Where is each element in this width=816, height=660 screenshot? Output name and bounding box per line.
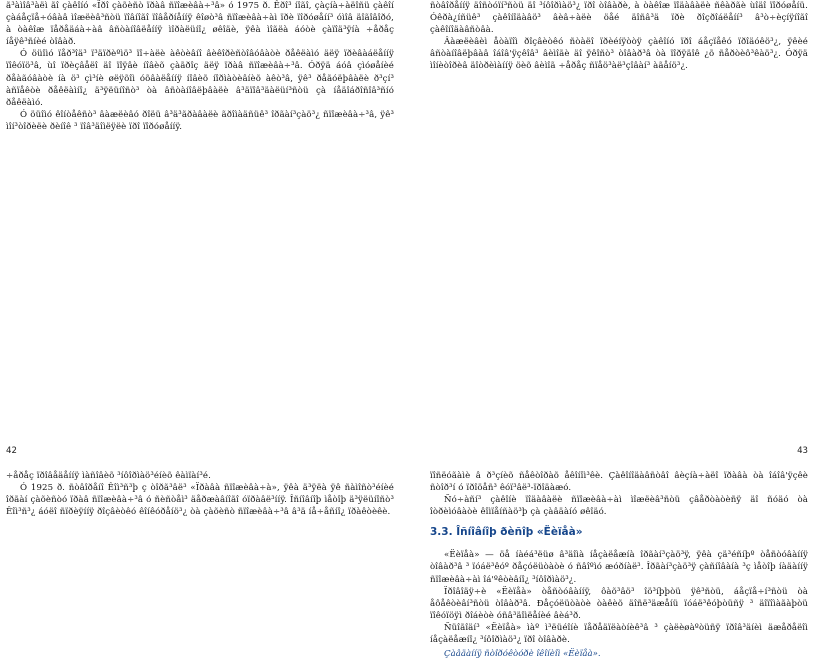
section-paragraph-3: Ñüîãîäí³ «Ëèïåà» ìàº ì³ëüéîíè ïåðåäïëàòíèê³â ³ çàëèøàºòüñÿ ïðîâ³äíèì äæåðåëîì íåçàëåæíî¿ ³íôîðìàö³¿ ïðî òîâàðè. — [430, 622, 808, 646]
left-upper-paragraph-2: Ó öüîìó ïåð³îä³ ï³äïðèºìö³ ïî÷àëè àêòèâíî âèêîðèñòîâóâàòè ðåêëàìó äëÿ ïðèâàáëåííÿ ïîêóïö³â, ùî ïðèçâåëî äî ïîÿâè íîâèõ çàãðîç äëÿ ïðàâ ñïîæèâà÷³â. Óðÿä áóâ çìóøåíèé ðåàãóâàòè íà ö³ çì³íè øëÿõîì óõâàëåííÿ íîâèõ íîðìàòèâíèõ àêò³â, ÿê³ ðåãóëþâàëè ð³çí³ àñïåêòè ðåêëàìíî¿ ä³ÿëüíîñò³ òà âñòàíîâëþâàëè â³äïîâ³äàëüí³ñòü çà íåäîáðîñîâ³ñíó ðåêëàìó. — [6, 49, 394, 108]
left-upper-paragraph-1: ã³àìîâ³àëì ãî çàêîíó «Ïðî çàõèñò ïðàâ ñïîæèâà÷³â» ó 1975 ð. Êðî³ íîãî, çàçíà÷àëîñü çàêîí çàáåçïå÷óâàâ ìîæëèâ³ñòü ïîâíîãî ïîâåðíåííÿ êîøò³â ñïîæèâà÷àì ïðè ïîðóøåíí³ óìîâ äîãîâîðó, à òàêîæ ïåðåäáà÷àâ âñòàíîâëåííÿ ìîðàëüíî¿ øêîäè, ÿêà ìîãëà áóòè çàïîä³ÿíà ÷åðåç íåÿê³ñíèé òîâàð. — [6, 1, 394, 48]
left-upper-paragraph-3: Ó öüîìó êîíòåêñò³ âàæëèâó ðîëü â³ä³ãðàâàëè ãðîìàäñüê³ îðãàí³çàö³¿ ñïîæèâà÷³â, ÿê³ ìîí³òîðèëè ðèíîê ³ ïîâ³äîìëÿëè ïðî ïîðóøåííÿ. — [6, 109, 394, 132]
left-page-lower-text — [0, 470, 408, 591]
left-lower-paragraph-1: ÷åðåç ïðîâåäåííÿ ìàñîâèõ ³íôîðìàö³éíèõ êàìïàí³é. — [6, 471, 211, 481]
right-page-upper-text — [408, 0, 816, 440]
figure-caption: Çàâäàííÿ ñòîðóêòóðè îêîíèîì «Ëèïåà». — [444, 649, 601, 660]
right-page — [408, 0, 816, 660]
right-page-lower-text — [408, 470, 816, 660]
section-paragraph-2: Ïðîâîäÿ÷è «Ëèïåà» òåñòóâàííÿ, ôàõ³âö³ îö³íþþòü ÿê³ñòü, áåçïå÷í³ñòü òà åôåêòèâí³ñòü òîâàð³â. Ðåçóëüòàòè òàêèõ äîñë³äæåíü ïóáë³êóþòüñÿ ³ äîïîìàãàþòü ïîêóïöÿì ðîáèòè óñâ³äîìëåíèé âèá³ð. — [430, 586, 808, 621]
right-lower-paragraph-2: Ñó÷àñí³ çàêîíè ïîäàâàëè ñïîæèâà÷àì ìîæëèâ³ñòü çâåðòàòèñÿ äî ñóäó òà îòðèìóâàòè êîìïåíñàö³þ çà çàâäàíó øêîäó. — [430, 495, 808, 518]
left-page-upper-text — [0, 0, 408, 440]
right-page-number: 43 — [797, 446, 808, 456]
left-lower-paragraph-2: Ó 1925 ð. ñòâîðåíî Êîì³ñ³þ ç òîðã³âë³ «Ïðàâà ñïîæèâà÷à», ÿêà ä³ÿëà ÿê ñàìîñò³éíèé îðãàí çàõèñòó ïðàâ ñïîæèâà÷³â ó ñèñòåì³ äåðæàâíîãî óïðàâë³ííÿ. Îñíîâíîþ ìåòîþ ä³ÿëüíîñò³ Êîì³ñ³¿ áóëî ñïðèÿííÿ ðîçâèòêó êîíêóðåíö³¿ òà çàõèñò ñïîæèâà÷³â â³ä íå÷åñíî¿ ïðàêòèêè. — [6, 483, 394, 518]
left-page — [0, 0, 408, 591]
right-lower-paragraph-1: ïîñëóãàìè â ð³çíèõ ñåêòîðàõ åêîíîì³êè. Çàêîíîäàâñòâî âèçíà÷àëî ïðàâà òà îáîâ'ÿçêè ñòîð³í ó ïðîöåñ³ êóï³âë³-ïðîäàæó. — [430, 471, 808, 494]
right-upper-paragraph-2: Âàæëèâèì åòàïîì ðîçâèòêó ñòàëî ïðèéíÿòòÿ çàêîíó ïðî áåçïåêó ïðîäóêö³¿, ÿêèé âñòàíîâëþâàâ îáîâ'ÿçêîâ³ âèìîãè äî ÿêîñò³ òîâàð³â òà ïîðÿäîê ¿õ ñåðòèô³êàö³¿. Óðÿä ìîíèòîðèâ äîòðèìàííÿ öèõ âèìîã ÷åðåç ñïåö³àë³çîâàí³ àãåíö³¿. — [430, 37, 808, 72]
section-heading: 3.3. Îñíîâíîþ ðèñîþ «Ëèïåà» — [430, 526, 583, 539]
section-paragraph-1: «Ëèïåà» — öå íàéá³ëüø â³äîìà íåçàëåæíà îðãàí³çàö³ÿ, ÿêà çä³éñíþº òåñòóâàííÿ òîâàð³â ³ ïóáë³êóº ðåçóëüòàòè ó ñâîºìó æóðíàë³. Îðãàí³çàö³ÿ çàñíîâàíà ³ç ìåòîþ íàäàííÿ ñïîæèâà÷àì îá'ºêòèâíî¿ ³íôîðìàö³¿. — [430, 550, 808, 585]
left-page-number: 42 — [6, 446, 17, 456]
right-upper-paragraph-1: ñòâîðåííÿ äîñòóïí³ñòü äî ³íôîðìàö³¿ ïðî òîâàðè, à òàêîæ ïîäàâàëè ñêàðãè ùîäî ïîðóøåíü. Óêðà¿íñüê³ çàêîíîäàâö³ âèâ÷àëè öåé äîñâ³ä ïðè ðîçðîáëåíí³ â³ò÷èçíÿíîãî çàêîíîäàâñòâà. — [430, 1, 808, 36]
